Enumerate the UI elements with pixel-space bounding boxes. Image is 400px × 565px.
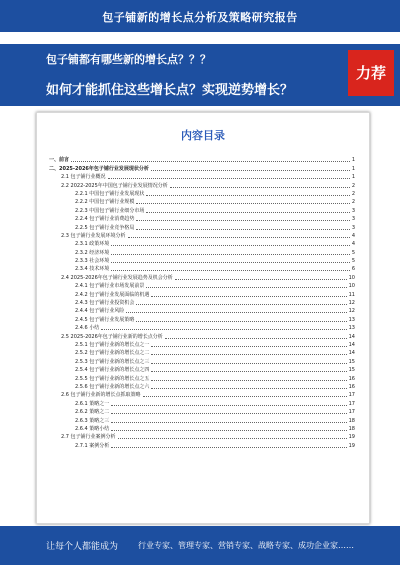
toc-row[interactable] <box>49 356 355 364</box>
toc-leader-dots <box>111 245 350 246</box>
toc-entry-text: 2.5.5 包子铺行业新的增长点之五 <box>75 375 150 382</box>
toc-page-number: 16 <box>348 383 355 390</box>
toc-row[interactable] <box>49 340 355 348</box>
toc-row[interactable] <box>49 298 355 306</box>
toc-row[interactable] <box>49 331 355 339</box>
toc-page-number: 14 <box>348 350 355 357</box>
toc-list <box>49 155 355 449</box>
toc-page-number: 18 <box>348 425 355 432</box>
document-preview[interactable] <box>36 112 370 524</box>
toc-row[interactable] <box>49 247 355 255</box>
toc-page-number: 14 <box>348 333 355 340</box>
toc-entry-text: 2.7.1 案例分析 <box>75 442 110 449</box>
toc-entry-text: 2.5.1 包子铺行业新的增长点之一 <box>75 341 150 348</box>
toc-page-number: 10 <box>348 274 355 281</box>
toc-page-number: 3 <box>351 224 355 231</box>
toc-page-number: 15 <box>348 367 355 374</box>
toc-leader-dots <box>111 270 350 271</box>
toc-leader-dots <box>146 287 346 288</box>
toc-row[interactable] <box>49 390 355 398</box>
toc-leader-dots <box>151 371 346 372</box>
toc-row[interactable] <box>49 155 355 163</box>
toc-leader-dots <box>101 329 346 330</box>
toc-row[interactable] <box>49 323 355 331</box>
toc-page-number: 4 <box>351 241 355 248</box>
toc-entry-text: 2.5.2 包子铺行业新的增长点之二 <box>75 350 150 357</box>
toc-leader-dots <box>136 203 349 204</box>
toc-row[interactable] <box>49 180 355 188</box>
toc-leader-dots <box>151 354 346 355</box>
toc-page-number: 2 <box>351 182 355 189</box>
toc-leader-dots <box>151 380 346 381</box>
promo-banner <box>0 44 400 106</box>
top-banner <box>0 0 400 32</box>
toc-page-number: 17 <box>348 409 355 416</box>
toc-page-number: 19 <box>348 434 355 441</box>
toc-row[interactable] <box>49 256 355 264</box>
toc-entry-text: 2.6.1 策略之一 <box>75 400 110 407</box>
toc-entry-text: 2.6.2 策略之二 <box>75 409 110 416</box>
toc-page-number: 6 <box>351 266 355 273</box>
toc-row[interactable] <box>49 415 355 423</box>
toc-row[interactable] <box>49 163 355 171</box>
toc-leader-dots <box>143 396 347 397</box>
toc-page-number: 14 <box>348 341 355 348</box>
toc-leader-dots <box>136 220 349 221</box>
toc-page-number: 3 <box>351 216 355 223</box>
toc-page-number: 3 <box>351 207 355 214</box>
footer-slogan: 让每个人都能成为 <box>46 542 119 552</box>
toc-page-number: 12 <box>348 300 355 307</box>
toc-page-number: 1 <box>351 174 355 181</box>
recommend-badge: 力荐 <box>348 50 394 96</box>
toc-leader-dots <box>151 388 346 389</box>
toc-leader-dots <box>111 447 346 448</box>
toc-leader-dots <box>128 237 350 238</box>
footer-roles: 行业专家、管理专家、营销专家、战略专家、成功企业家…… <box>138 541 354 550</box>
toc-entry-text: 2.4.2 包子铺行业发展面临的机遇 <box>75 291 150 298</box>
toc-page-number: 16 <box>348 375 355 382</box>
footer-banner <box>0 526 400 565</box>
toc-entry-text: 2.3.3 社会环境 <box>75 258 110 265</box>
toc-leader-dots <box>111 413 346 414</box>
toc-entry-text: 二、2025-2026年包子铺行业发展现状分析 <box>49 165 149 172</box>
toc-entry-text: 2.2.3 中国包子铺行业细分市场 <box>75 207 145 214</box>
toc-entry-text: 2.6.3 策略之三 <box>75 417 110 424</box>
toc-leader-dots <box>136 321 346 322</box>
toc-page-number: 17 <box>348 400 355 407</box>
toc-row[interactable] <box>49 214 355 222</box>
toc-leader-dots <box>170 187 350 188</box>
toc-page-number: 12 <box>348 308 355 315</box>
toc-leader-dots <box>108 178 350 179</box>
toc-page-number: 19 <box>348 442 355 449</box>
toc-entry-text: 2.5.6 包子铺行业新的增长点之六 <box>75 383 150 390</box>
toc-leader-dots <box>111 254 350 255</box>
toc-entry-text: 2.4.3 包子铺行业投资机会 <box>75 300 135 307</box>
toc-page-number: 13 <box>348 325 355 332</box>
toc-page-number: 10 <box>348 283 355 290</box>
toc-page-number: 1 <box>351 157 355 164</box>
toc-row[interactable] <box>49 373 355 381</box>
toc-page-number: 5 <box>351 249 355 256</box>
toc-entry-text: 2.4 2025-2026年包子铺行业发展趋势及机会分析 <box>61 274 173 281</box>
toc-page-number: 18 <box>348 417 355 424</box>
toc-leader-dots <box>165 338 347 339</box>
toc-row[interactable] <box>49 289 355 297</box>
toc-entry-text: 2.2.5 包子铺行业竞争格局 <box>75 224 135 231</box>
toc-row[interactable] <box>49 407 355 415</box>
toc-title: 内容目录 <box>181 129 225 142</box>
toc-row[interactable] <box>49 306 355 314</box>
toc-page-number: 2 <box>351 199 355 206</box>
toc-row[interactable] <box>49 197 355 205</box>
toc-entry-text: 2.4.4 包子铺行业风险 <box>75 308 125 315</box>
banner-question: 包子铺都有哪些新的增长点？？？ <box>46 53 211 66</box>
toc-leader-dots <box>136 229 349 230</box>
report-title: 包子铺新的增长点分析及策略研究报告 <box>102 11 298 24</box>
toc-entry-text: 2.2.1 中国包子铺行业发展现状 <box>75 190 145 197</box>
toc-row[interactable] <box>49 172 355 180</box>
toc-entry-text: 2.2 2022-2025年中国包子铺行业发展情况分析 <box>61 182 168 189</box>
toc-leader-dots <box>118 438 347 439</box>
toc-entry-text: 2.4.1 包子铺行业市场发展前景 <box>75 283 145 290</box>
toc-row[interactable] <box>49 432 355 440</box>
toc-entry-text: 2.7 包子铺行业案例分析 <box>61 434 116 441</box>
toc-page-number: 5 <box>351 258 355 265</box>
toc-page-number: 4 <box>351 232 355 239</box>
toc-leader-dots <box>146 212 349 213</box>
toc-leader-dots <box>151 170 350 171</box>
toc-page-number: 15 <box>348 358 355 365</box>
toc-entry-text: 2.3.2 经济环境 <box>75 249 110 256</box>
toc-row[interactable] <box>49 222 355 230</box>
banner-headline: 如何才能抓住这些增长点？实现逆势增长？ <box>46 83 294 98</box>
toc-entry-text: 2.3 包子铺行业发展环境分析 <box>61 232 126 239</box>
toc-leader-dots <box>111 430 346 431</box>
toc-page-number: 1 <box>351 165 355 172</box>
toc-entry-text: 2.5 2025-2026年包子铺行业新的增长点分析 <box>61 333 163 340</box>
toc-row[interactable] <box>49 424 355 432</box>
toc-leader-dots <box>111 405 346 406</box>
toc-leader-dots <box>151 346 346 347</box>
toc-row[interactable] <box>49 281 355 289</box>
toc-entry-text: 2.3.1 政策环境 <box>75 241 110 248</box>
toc-entry-text: 2.3.4 技术环境 <box>75 266 110 273</box>
toc-row[interactable] <box>49 348 355 356</box>
toc-entry-text: 2.6 包子铺行业新的增长点抓取策略 <box>61 392 141 399</box>
toc-entry-text: 2.2.4 包子铺行业消费趋势 <box>75 216 135 223</box>
toc-row[interactable] <box>49 365 355 373</box>
toc-row[interactable] <box>49 382 355 390</box>
toc-leader-dots <box>71 161 350 162</box>
toc-page-number: 17 <box>348 392 355 399</box>
toc-entry-text: 2.5.4 包子铺行业新的增长点之四 <box>75 367 150 374</box>
toc-page-number: 13 <box>348 316 355 323</box>
toc-entry-text: 2.1 包子铺行业概况 <box>61 174 106 181</box>
toc-entry-text: 2.5.3 包子铺行业新的增长点之三 <box>75 358 150 365</box>
toc-leader-dots <box>111 422 346 423</box>
toc-entry-text: 2.4.6 小结 <box>75 325 100 332</box>
toc-leader-dots <box>126 312 346 313</box>
toc-entry-text: 2.6.4 策略小结 <box>75 425 110 432</box>
toc-leader-dots <box>136 304 346 305</box>
toc-row[interactable] <box>49 314 355 322</box>
toc-row[interactable] <box>49 264 355 272</box>
toc-leader-dots <box>111 262 350 263</box>
toc-leader-dots <box>175 279 347 280</box>
toc-row[interactable] <box>49 239 355 247</box>
toc-entry-text: 2.2.2 中国包子铺行业规模 <box>75 199 135 206</box>
toc-row[interactable] <box>49 189 355 197</box>
toc-leader-dots <box>146 195 349 196</box>
toc-row[interactable] <box>49 272 355 280</box>
toc-row[interactable] <box>49 205 355 213</box>
toc-row[interactable] <box>49 231 355 239</box>
toc-leader-dots <box>151 363 346 364</box>
toc-page-number: 2 <box>351 190 355 197</box>
toc-entry-text: 2.4.5 包子铺行业发展策略 <box>75 316 135 323</box>
toc-row[interactable] <box>49 440 355 448</box>
toc-row[interactable] <box>49 398 355 406</box>
toc-leader-dots <box>151 296 346 297</box>
toc-entry-text: 一、前言 <box>49 157 70 164</box>
toc-page-number: 11 <box>348 291 355 298</box>
